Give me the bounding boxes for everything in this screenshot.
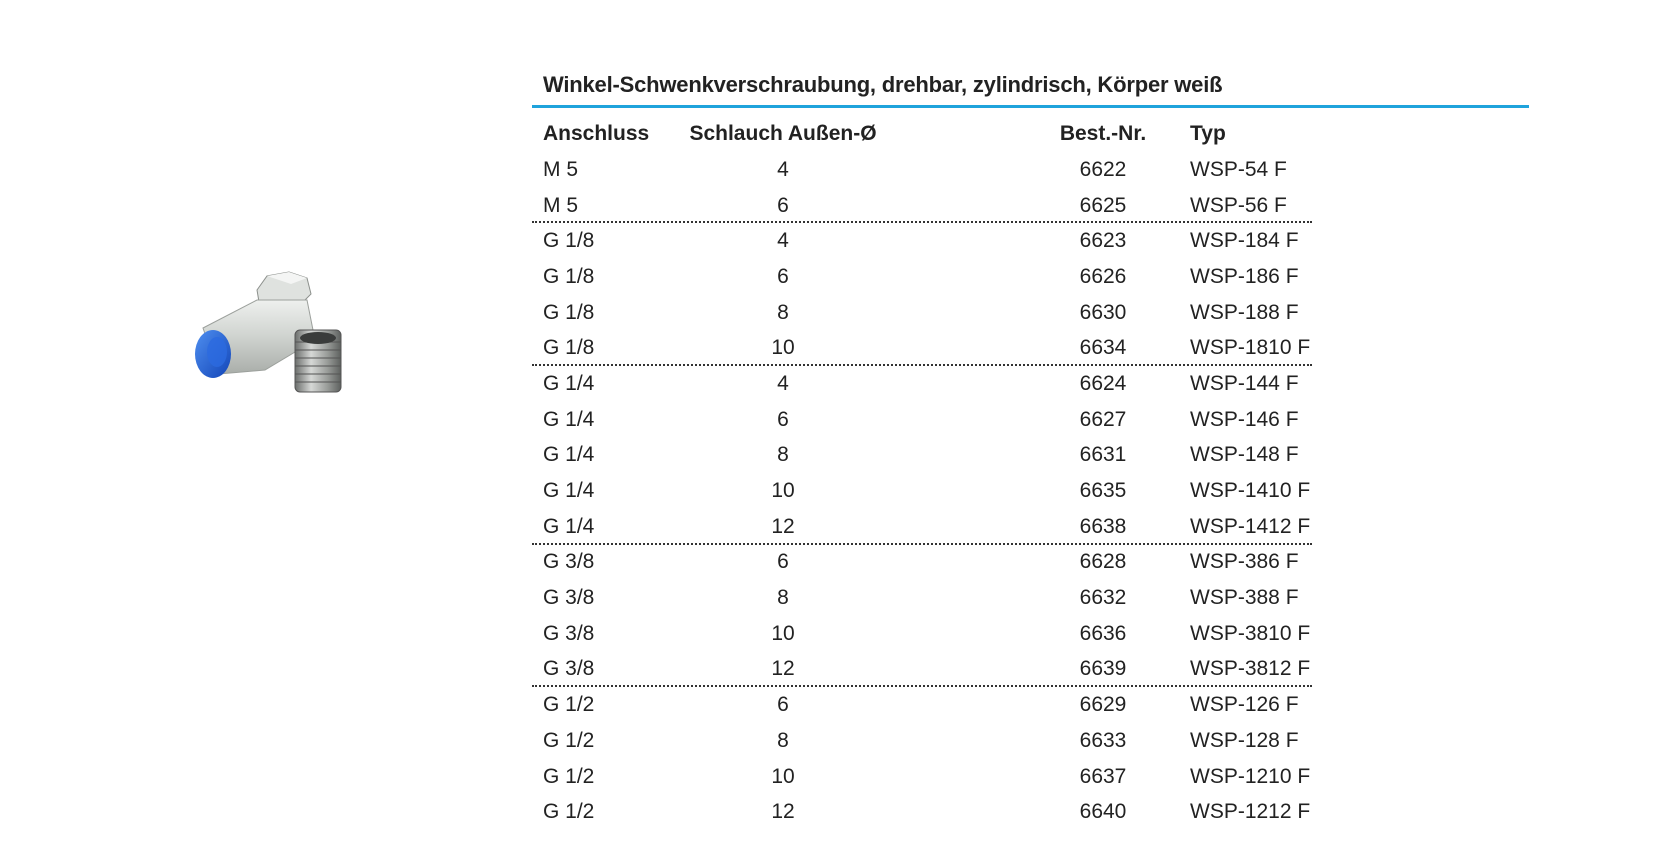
- cell-anschluss: G 3/8: [543, 657, 595, 681]
- cell-best-nr: 6631: [1079, 443, 1127, 467]
- cell-best-nr: 6640: [1079, 800, 1127, 824]
- table-row: [543, 545, 1323, 581]
- table-row: [543, 723, 1323, 759]
- cell-anschluss: G 1/2: [543, 728, 595, 752]
- cell-best-nr: 6623: [1079, 229, 1127, 253]
- cell-anschluss: G 1/2: [543, 693, 595, 717]
- table-row: [543, 652, 1323, 688]
- product-table: [543, 116, 1323, 830]
- cell-typ: WSP-144 F: [1190, 371, 1299, 395]
- cell-anschluss: G 1/4: [543, 514, 595, 538]
- table-row: [543, 152, 1323, 188]
- header-typ: Typ: [1190, 122, 1226, 145]
- angle-swivel-fitting-icon: [195, 270, 365, 400]
- cell-anschluss: G 1/4: [543, 443, 595, 467]
- cell-typ: WSP-3810 F: [1190, 621, 1311, 645]
- cell-best-nr: 6630: [1079, 300, 1127, 324]
- table-row: [543, 259, 1323, 295]
- cell-typ: WSP-1412 F: [1190, 514, 1311, 538]
- table-header-row: [543, 116, 1323, 152]
- cell-best-nr: 6629: [1079, 693, 1127, 717]
- cell-typ: WSP-1810 F: [1190, 336, 1311, 360]
- cell-schlauch: 10: [771, 764, 795, 788]
- cell-anschluss: G 1/2: [543, 800, 595, 824]
- cell-typ: WSP-148 F: [1190, 443, 1299, 467]
- cell-anschluss: G 1/8: [543, 336, 595, 360]
- cell-typ: WSP-128 F: [1190, 728, 1299, 752]
- table-row: [543, 295, 1323, 331]
- cell-typ: WSP-56 F: [1190, 193, 1287, 217]
- table-row: [543, 473, 1323, 509]
- cell-anschluss: G 1/4: [543, 479, 595, 503]
- cell-schlauch: 8: [777, 443, 789, 467]
- table-row: [543, 188, 1323, 224]
- cell-best-nr: 6634: [1079, 336, 1127, 360]
- cell-best-nr: 6627: [1079, 407, 1127, 431]
- header-schlauch: Schlauch Außen-Ø: [689, 122, 877, 145]
- cell-typ: WSP-126 F: [1190, 693, 1299, 717]
- product-image: [195, 270, 365, 400]
- cell-anschluss: M 5: [543, 157, 579, 181]
- cell-anschluss: G 1/8: [543, 264, 595, 288]
- cell-anschluss: G 3/8: [543, 621, 595, 645]
- cell-schlauch: 4: [777, 229, 789, 253]
- cell-best-nr: 6622: [1079, 157, 1127, 181]
- cell-best-nr: 6625: [1079, 193, 1127, 217]
- page-title: Winkel-Schwenkverschraubung, drehbar, zylindrisch, Körper weiß: [543, 72, 1223, 97]
- cell-typ: WSP-146 F: [1190, 407, 1299, 431]
- cell-typ: WSP-1210 F: [1190, 764, 1311, 788]
- cell-schlauch: 6: [777, 550, 789, 574]
- table-row: [543, 580, 1323, 616]
- cell-typ: WSP-1212 F: [1190, 800, 1311, 824]
- cell-best-nr: 6628: [1079, 550, 1127, 574]
- cell-best-nr: 6624: [1079, 371, 1127, 395]
- cell-typ: WSP-1410 F: [1190, 479, 1311, 503]
- cell-schlauch: 12: [771, 800, 795, 824]
- cell-schlauch: 10: [771, 479, 795, 503]
- cell-best-nr: 6636: [1079, 621, 1127, 645]
- cell-schlauch: 6: [777, 193, 789, 217]
- table-row: [543, 616, 1323, 652]
- cell-schlauch: 6: [777, 264, 789, 288]
- cell-anschluss: G 1/4: [543, 407, 595, 431]
- cell-anschluss: G 3/8: [543, 586, 595, 610]
- cell-best-nr: 6637: [1079, 764, 1127, 788]
- cell-typ: WSP-3812 F: [1190, 657, 1311, 681]
- cell-typ: WSP-188 F: [1190, 300, 1299, 324]
- cell-schlauch: 8: [777, 586, 789, 610]
- cell-best-nr: 6626: [1079, 264, 1127, 288]
- cell-typ: WSP-54 F: [1190, 157, 1287, 181]
- cell-schlauch: 6: [777, 693, 789, 717]
- cell-schlauch: 4: [777, 157, 789, 181]
- cell-schlauch: 6: [777, 407, 789, 431]
- table-row: [543, 223, 1323, 259]
- cell-best-nr: 6632: [1079, 586, 1127, 610]
- cell-schlauch: 12: [771, 514, 795, 538]
- cell-anschluss: G 1/2: [543, 764, 595, 788]
- cell-schlauch: 10: [771, 336, 795, 360]
- cell-best-nr: 6639: [1079, 657, 1127, 681]
- table-row: [543, 794, 1323, 830]
- header-best-nr: Best.-Nr.: [1059, 122, 1147, 145]
- cell-schlauch: 8: [777, 300, 789, 324]
- cell-anschluss: G 1/4: [543, 371, 595, 395]
- cell-anschluss: G 3/8: [543, 550, 595, 574]
- cell-best-nr: 6633: [1079, 728, 1127, 752]
- cell-best-nr: 6638: [1079, 514, 1127, 538]
- cell-anschluss: G 1/8: [543, 300, 595, 324]
- table-row: [543, 402, 1323, 438]
- title-underline: [532, 105, 1529, 108]
- cell-best-nr: 6635: [1079, 479, 1127, 503]
- cell-schlauch: 8: [777, 728, 789, 752]
- table-row: [543, 330, 1323, 366]
- cell-schlauch: 12: [771, 657, 795, 681]
- table-row: [543, 687, 1323, 723]
- cell-typ: WSP-186 F: [1190, 264, 1299, 288]
- cell-schlauch: 10: [771, 621, 795, 645]
- cell-schlauch: 4: [777, 371, 789, 395]
- cell-typ: WSP-386 F: [1190, 550, 1299, 574]
- table-row: [543, 509, 1323, 545]
- cell-typ: WSP-388 F: [1190, 586, 1299, 610]
- cell-typ: WSP-184 F: [1190, 229, 1299, 253]
- table-row: [543, 438, 1323, 474]
- table-row: [543, 366, 1323, 402]
- header-anschluss: Anschluss: [543, 122, 650, 145]
- cell-anschluss: M 5: [543, 193, 579, 217]
- cell-anschluss: G 1/8: [543, 229, 595, 253]
- table-row: [543, 759, 1323, 795]
